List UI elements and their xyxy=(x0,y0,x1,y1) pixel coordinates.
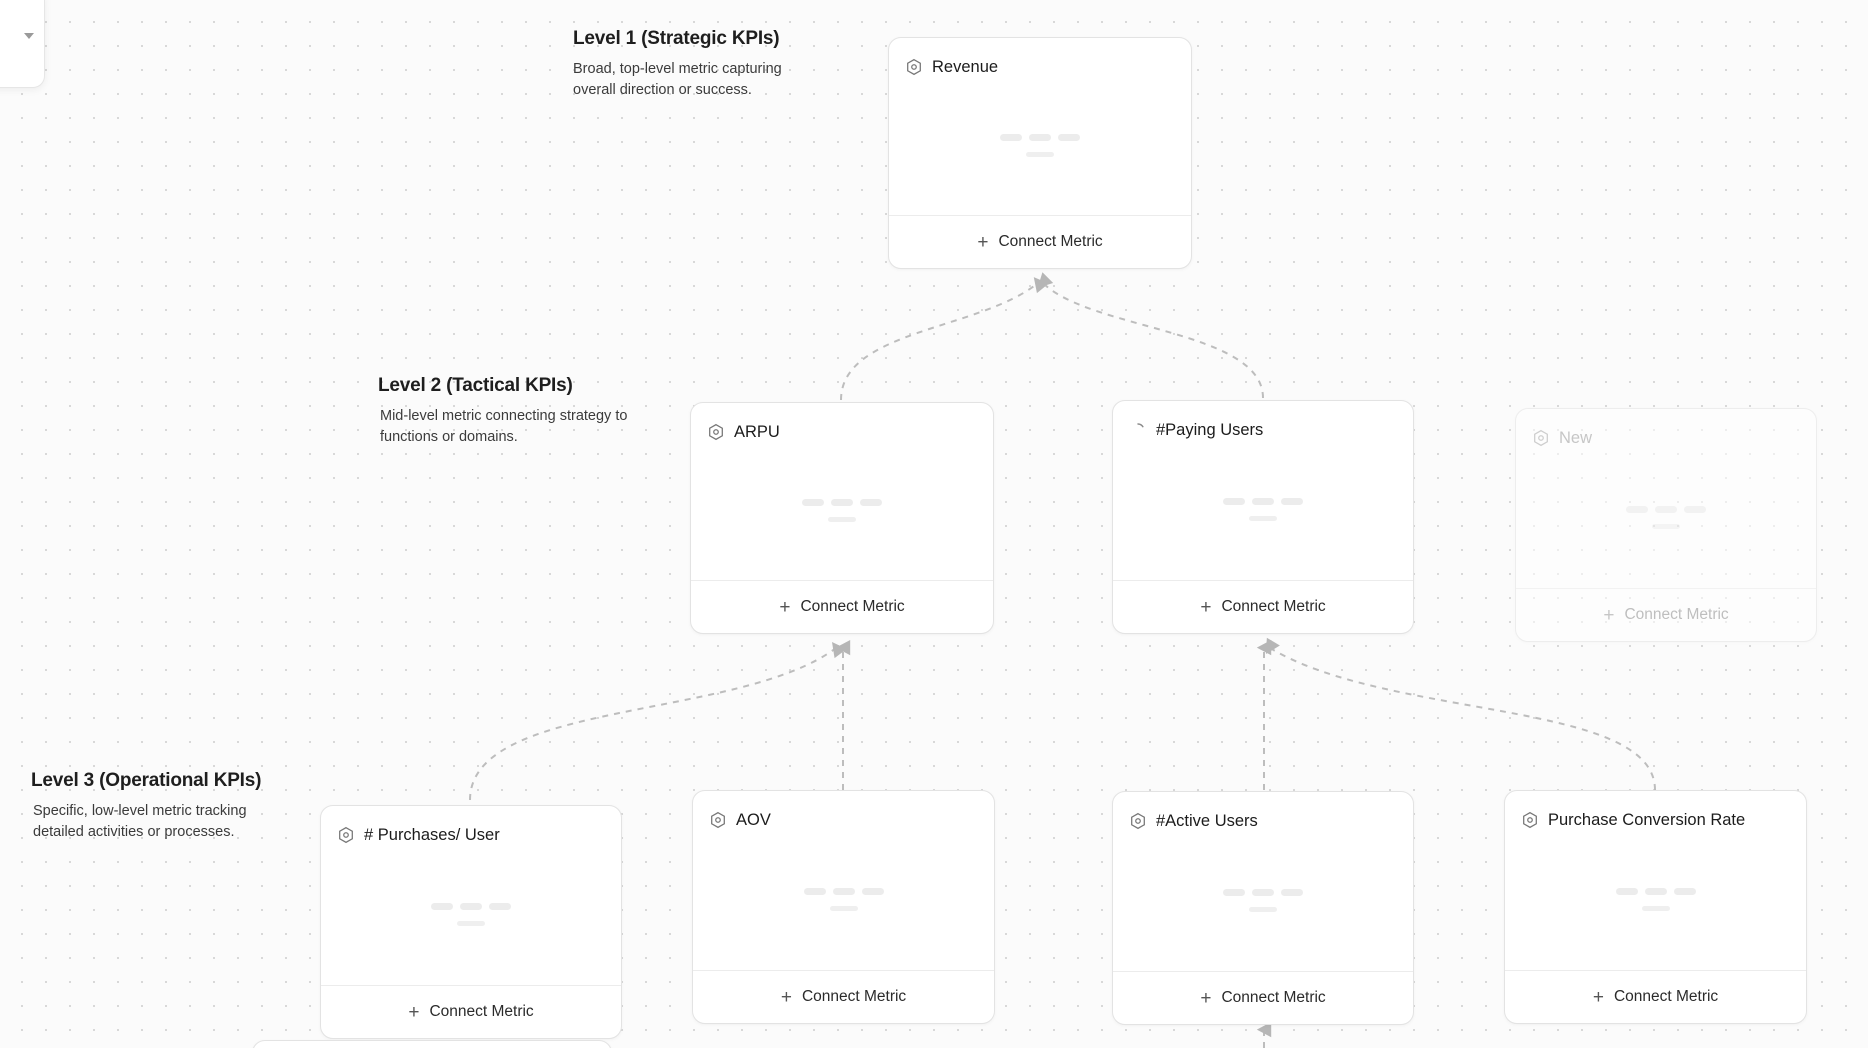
card-header xyxy=(1113,792,1413,836)
skeleton-bar xyxy=(1026,152,1054,157)
hexagon-target-icon xyxy=(905,58,923,76)
skeleton-bar xyxy=(457,921,485,926)
hexagon-target-icon xyxy=(337,826,355,844)
skeleton-bar xyxy=(431,903,453,910)
skeleton-bar xyxy=(1281,498,1303,505)
connect-metric-label: Connect Metric xyxy=(1624,606,1729,623)
connect-metric-button[interactable] xyxy=(1113,580,1413,633)
skeleton-bar xyxy=(1058,134,1080,141)
connect-metric-label: Connect Metric xyxy=(429,1003,534,1020)
level-2-description: Mid-level metric connecting strategy to functions or domains. xyxy=(380,408,628,446)
card-placeholder-body xyxy=(1505,835,1806,970)
connect-metric-button[interactable] xyxy=(1113,971,1413,1024)
connect-metric-label: Connect Metric xyxy=(1613,988,1719,1005)
card-header xyxy=(321,806,621,850)
card-title: ARPU xyxy=(734,422,780,441)
plus-icon: + xyxy=(1592,986,1604,1008)
plus-icon: + xyxy=(408,1001,420,1023)
plus-icon: + xyxy=(780,986,792,1008)
connect-metric-label: Connect Metric xyxy=(998,233,1103,250)
hexagon-target-icon xyxy=(1521,811,1539,829)
card-title: # Purchases/ User xyxy=(364,825,500,844)
plus-icon: + xyxy=(1603,604,1615,626)
connect-metric-button[interactable] xyxy=(1505,970,1806,1023)
spinner-icon xyxy=(1129,421,1147,439)
skeleton-bar xyxy=(1223,498,1245,505)
plus-icon: + xyxy=(1200,596,1212,618)
skeleton-bar xyxy=(862,888,884,895)
skeleton-bar xyxy=(1642,906,1670,911)
card-placeholder-body xyxy=(691,447,993,580)
card-placeholder-body xyxy=(889,82,1191,215)
skeleton-bar xyxy=(833,888,855,895)
skeleton-bar xyxy=(1252,889,1274,896)
metric-card-paying-users[interactable] xyxy=(1112,400,1414,634)
skeleton-bar xyxy=(802,499,824,506)
connect-metric-button[interactable] xyxy=(1516,588,1816,641)
skeleton-bar xyxy=(860,499,882,506)
level-2-label-group xyxy=(378,375,630,448)
skeleton-bar xyxy=(828,517,856,522)
connect-metric-button[interactable] xyxy=(889,215,1191,268)
skeleton-bar xyxy=(1674,888,1696,895)
skeleton-bar xyxy=(1000,134,1022,141)
skeleton-bar xyxy=(1223,889,1245,896)
connect-metric-button[interactable] xyxy=(693,970,994,1023)
card-placeholder-body xyxy=(693,835,994,970)
metric-card-offscreen[interactable] xyxy=(252,1040,612,1048)
skeleton-bar xyxy=(1652,524,1680,529)
skeleton-row xyxy=(804,888,884,895)
level-1-description: Broad, top-level metric capturing overall direction or success. xyxy=(573,61,782,99)
hexagon-target-icon xyxy=(1129,812,1147,830)
card-placeholder-body xyxy=(321,850,621,985)
card-title: #Active Users xyxy=(1156,811,1258,830)
skeleton-bar xyxy=(1626,506,1648,513)
floating-panel[interactable] xyxy=(0,0,45,88)
skeleton-bar xyxy=(1645,888,1667,895)
metric-card-new[interactable] xyxy=(1515,408,1817,642)
card-title: AOV xyxy=(736,810,771,829)
skeleton-bar xyxy=(1249,907,1277,912)
card-header xyxy=(889,38,1191,82)
skeleton-row xyxy=(1223,889,1303,896)
connect-metric-label: Connect Metric xyxy=(801,988,907,1005)
skeleton-bar xyxy=(489,903,511,910)
skeleton-bar xyxy=(1029,134,1051,141)
connect-metric-button[interactable] xyxy=(691,580,993,633)
card-header xyxy=(1516,409,1816,453)
card-header xyxy=(693,791,994,835)
connect-metric-label: Connect Metric xyxy=(800,598,905,615)
card-header xyxy=(1505,791,1806,835)
metric-card-aov[interactable] xyxy=(692,790,995,1024)
card-title: #Paying Users xyxy=(1156,420,1264,439)
card-title: Purchase Conversion Rate xyxy=(1548,810,1746,829)
card-header xyxy=(1113,401,1413,445)
hexagon-target-icon xyxy=(709,811,727,829)
skeleton-row xyxy=(1223,498,1303,505)
card-header xyxy=(691,403,993,447)
level-1-label-group xyxy=(573,28,823,101)
metric-card-active-users[interactable] xyxy=(1112,791,1414,1025)
metric-card-purchases-per-user[interactable] xyxy=(320,805,622,1039)
skeleton-bar xyxy=(1252,498,1274,505)
skeleton-row xyxy=(431,903,511,910)
skeleton-bar xyxy=(1281,889,1303,896)
level-3-label-group xyxy=(31,770,283,843)
skeleton-bar xyxy=(1249,516,1277,521)
level-3-description: Specific, low-level metric tracking detailed activities or processes. xyxy=(33,803,247,841)
skeleton-bar xyxy=(1616,888,1638,895)
skeleton-row xyxy=(1616,888,1696,895)
chevron-down-icon xyxy=(24,33,34,39)
connect-metric-label: Connect Metric xyxy=(1221,598,1326,615)
metric-card-arpu[interactable] xyxy=(690,402,994,634)
skeleton-row xyxy=(1000,134,1080,141)
card-title: Revenue xyxy=(932,57,999,76)
connect-metric-button[interactable] xyxy=(321,985,621,1038)
skeleton-bar xyxy=(1655,506,1677,513)
card-title: New xyxy=(1559,428,1593,447)
skeleton-row xyxy=(1626,506,1706,513)
skeleton-bar xyxy=(1684,506,1706,513)
skeleton-bar xyxy=(804,888,826,895)
level-2-title: Level 2 (Tactical KPIs) xyxy=(378,375,573,396)
metric-card-purchase-conversion-rate[interactable] xyxy=(1504,790,1807,1024)
skeleton-bar xyxy=(460,903,482,910)
hexagon-target-icon xyxy=(707,423,725,441)
plus-icon: + xyxy=(977,231,989,253)
connect-metric-label: Connect Metric xyxy=(1221,989,1326,1006)
hexagon-target-icon xyxy=(1532,429,1550,447)
card-placeholder-body xyxy=(1113,836,1413,971)
plus-icon: + xyxy=(779,596,791,618)
skeleton-bar xyxy=(831,499,853,506)
metric-card-revenue[interactable] xyxy=(888,37,1192,269)
plus-icon: + xyxy=(1200,987,1212,1009)
level-3-title: Level 3 (Operational KPIs) xyxy=(31,770,262,791)
skeleton-bar xyxy=(830,906,858,911)
level-1-title: Level 1 (Strategic KPIs) xyxy=(573,28,780,49)
skeleton-row xyxy=(802,499,882,506)
card-placeholder-body xyxy=(1516,453,1816,588)
card-placeholder-body xyxy=(1113,445,1413,580)
